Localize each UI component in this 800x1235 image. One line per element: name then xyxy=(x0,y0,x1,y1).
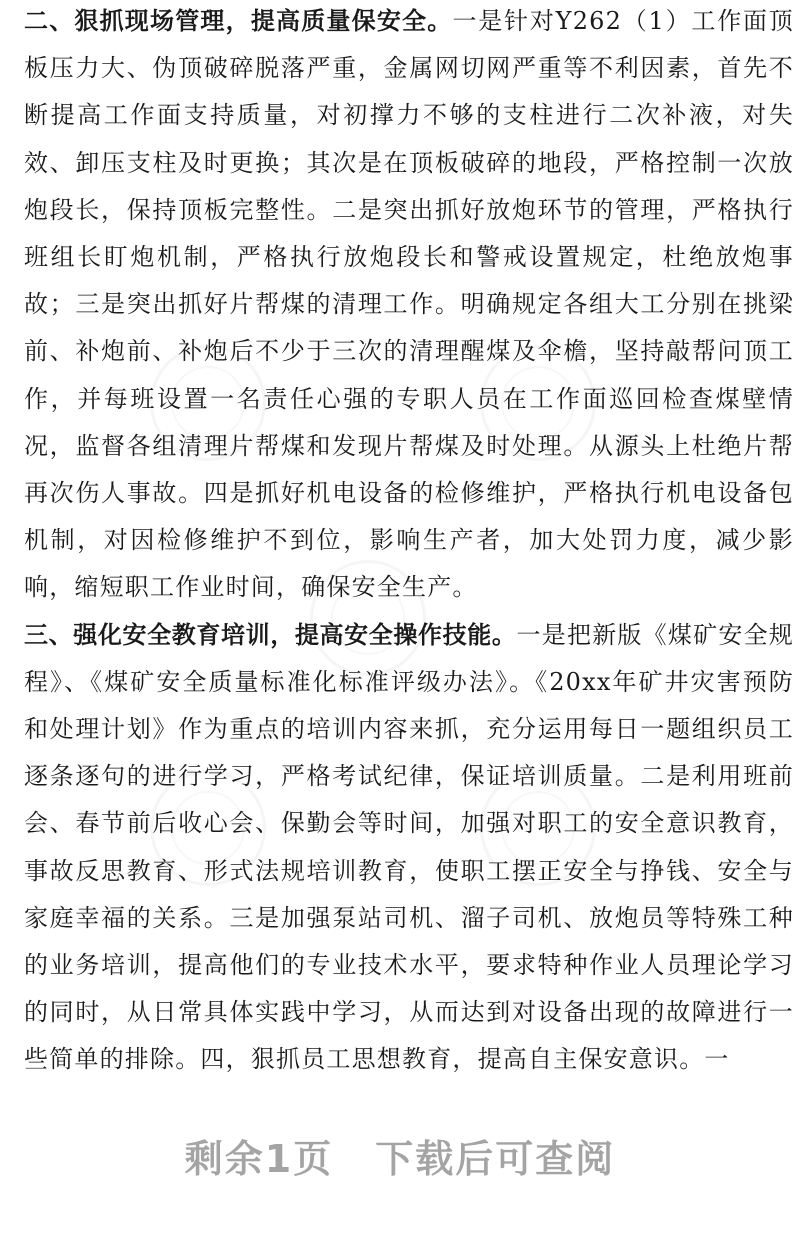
section-2-heading: 二、狠抓现场管理，提高质量保安全。 xyxy=(24,7,453,35)
section-2-paragraph xyxy=(24,0,794,612)
section-3-body: 一是把新版《煤矿安全规程》、《煤矿安全质量标准化标准评级办法》。《20xx年矿井灾害预防和处理计划》作为重点的培训内容来抓，充分运用每日一题组织员工逐条逐句的进行学习，严格考试纪律，保证培训质量。二是利用班前会、春节前后收心会、保勤会等时间，加强对职工的安全意识教育，事故反思教育、形式法规培训教育，使职工摆正安全与挣钱、安全与家庭幸福的关系。三是加强泵站司机、溜子司机、放炮员等特殊工种的业务培训，提高他们的专业技术水平，要求特种作业人员理论学习的同时，从日常具体实践中学习，从而达到对设备出现的故障进行一些简单的排除。四，狠抓员工思想教育，提高自主保安意识。一 xyxy=(24,620,794,1074)
remaining-pages-label: 剩余1页 xyxy=(184,1137,334,1181)
section-2-body: 一是针对Y262（1）工作面顶板压力大、伪顶破碎脱落严重，金属网切网严重等不利因素，首先不断提高工作面支持质量，对初撑力不够的支柱进行二次补液，对失效、卸压支柱及时更换；其次是在顶板破碎的地段，严格控制一次放炮段长，保持顶板完整性。二是突出抓好放炮环节的管理，严格执行班组长盯炮机制，严格执行放炮段长和警戒设置规定，杜绝放炮事故；三是突出抓好片帮煤的清理工作。明确规定各组大工分别在挑梁前、补炮前、补炮后不少于三次的清理醒煤及伞檐，坚持敲帮问顶工作，并每班设置一名责任心强的专职人员在工作面巡回检查煤壁情况，监督各组清理片帮煤和发现片帮煤及时处理。从源头上杜绝片帮再次伤人事故。四是抓好机电设备的检修维护，严格执行机电设备包机制，对因检修维护不到位，影响生产者，加大处罚力度，减少影响，缩短职工作业时间，确保安全生产。 xyxy=(24,7,795,602)
download-to-view-label: 下载后可查阅 xyxy=(375,1137,616,1181)
section-3-heading: 三、强化安全教育培训，提高安全操作技能。 xyxy=(24,620,517,649)
download-prompt-banner[interactable] xyxy=(0,1128,800,1183)
document-body xyxy=(24,0,794,1084)
section-3-paragraph xyxy=(24,612,794,1084)
